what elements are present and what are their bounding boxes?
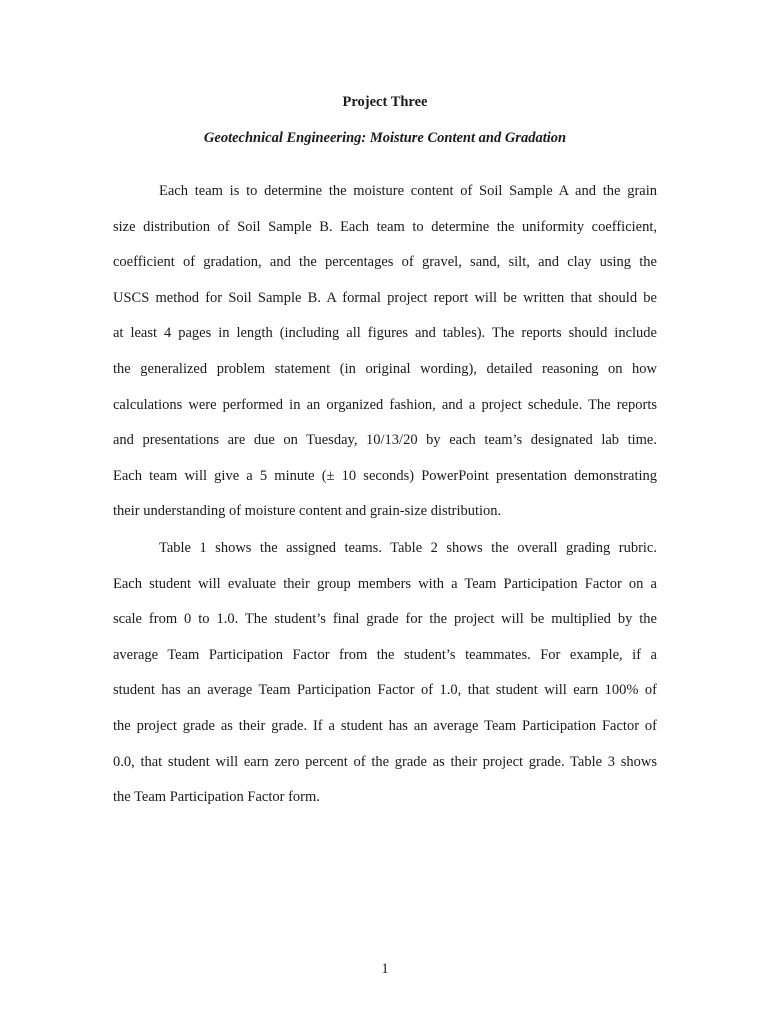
paragraph-1 — [113, 182, 657, 538]
paragraph-line: USCS method for Soil Sample B. A formal project report will be written that should be — [113, 289, 657, 306]
paragraph-line: size distribution of Soil Sample B. Each team to determine the uniformity coefficient, — [113, 218, 657, 235]
paragraph-line: coefficient of gradation, and the percentages of gravel, sand, silt, and clay using the — [113, 254, 657, 271]
paragraph-line: the project grade as their grade. If a student has an average Team Participation Factor of — [113, 717, 657, 734]
paragraph-line: calculations were performed in an organized fashion, and a project schedule. The reports — [113, 396, 657, 413]
page-number: 1 — [381, 961, 389, 977]
paragraph-line: student has an average Team Participation Factor of 1.0, that student will earn 100% of — [113, 682, 657, 699]
paragraph-line: Each team is to determine the moisture content of Soil Sample A and the grain — [159, 183, 657, 199]
paragraph-line: Each team will give a 5 minute (± 10 seconds) PowerPoint presentation demonstrating — [113, 467, 657, 484]
paragraph-line: Each student will evaluate their group members with a Team Participation Factor on a — [113, 575, 657, 592]
paragraph-line: Table 1 shows the assigned teams. Table 2 shows the overall grading rubric. — [159, 540, 657, 556]
page-subtitle: Geotechnical Engineering: Moisture Content and Gradation — [203, 130, 567, 146]
paragraph-line: scale from 0 to 1.0. The student’s final grade for the project will be multiplied by the — [113, 611, 657, 628]
paragraph-line: average Team Participation Factor from the student’s teammates. For example, if a — [113, 646, 657, 663]
paragraph-line: and presentations are due on Tuesday, 10/13/20 by each team’s designated lab time. — [113, 432, 657, 449]
paragraph-line: at least 4 pages in length (including all figures and tables). The reports should include — [113, 325, 657, 342]
paragraph-line: the Team Participation Factor form. — [113, 789, 320, 806]
paragraph-line: the generalized problem statement (in original wording), detailed reasoning on how — [113, 360, 657, 377]
paragraph-line: 0.0, that student will earn zero percent of the grade as their project grade. Table 3 shows — [113, 753, 657, 770]
paragraph-line: their understanding of moisture content and grain-size distribution. — [113, 503, 502, 520]
page-title: Project Three — [342, 94, 428, 110]
paragraph-2 — [113, 539, 657, 824]
